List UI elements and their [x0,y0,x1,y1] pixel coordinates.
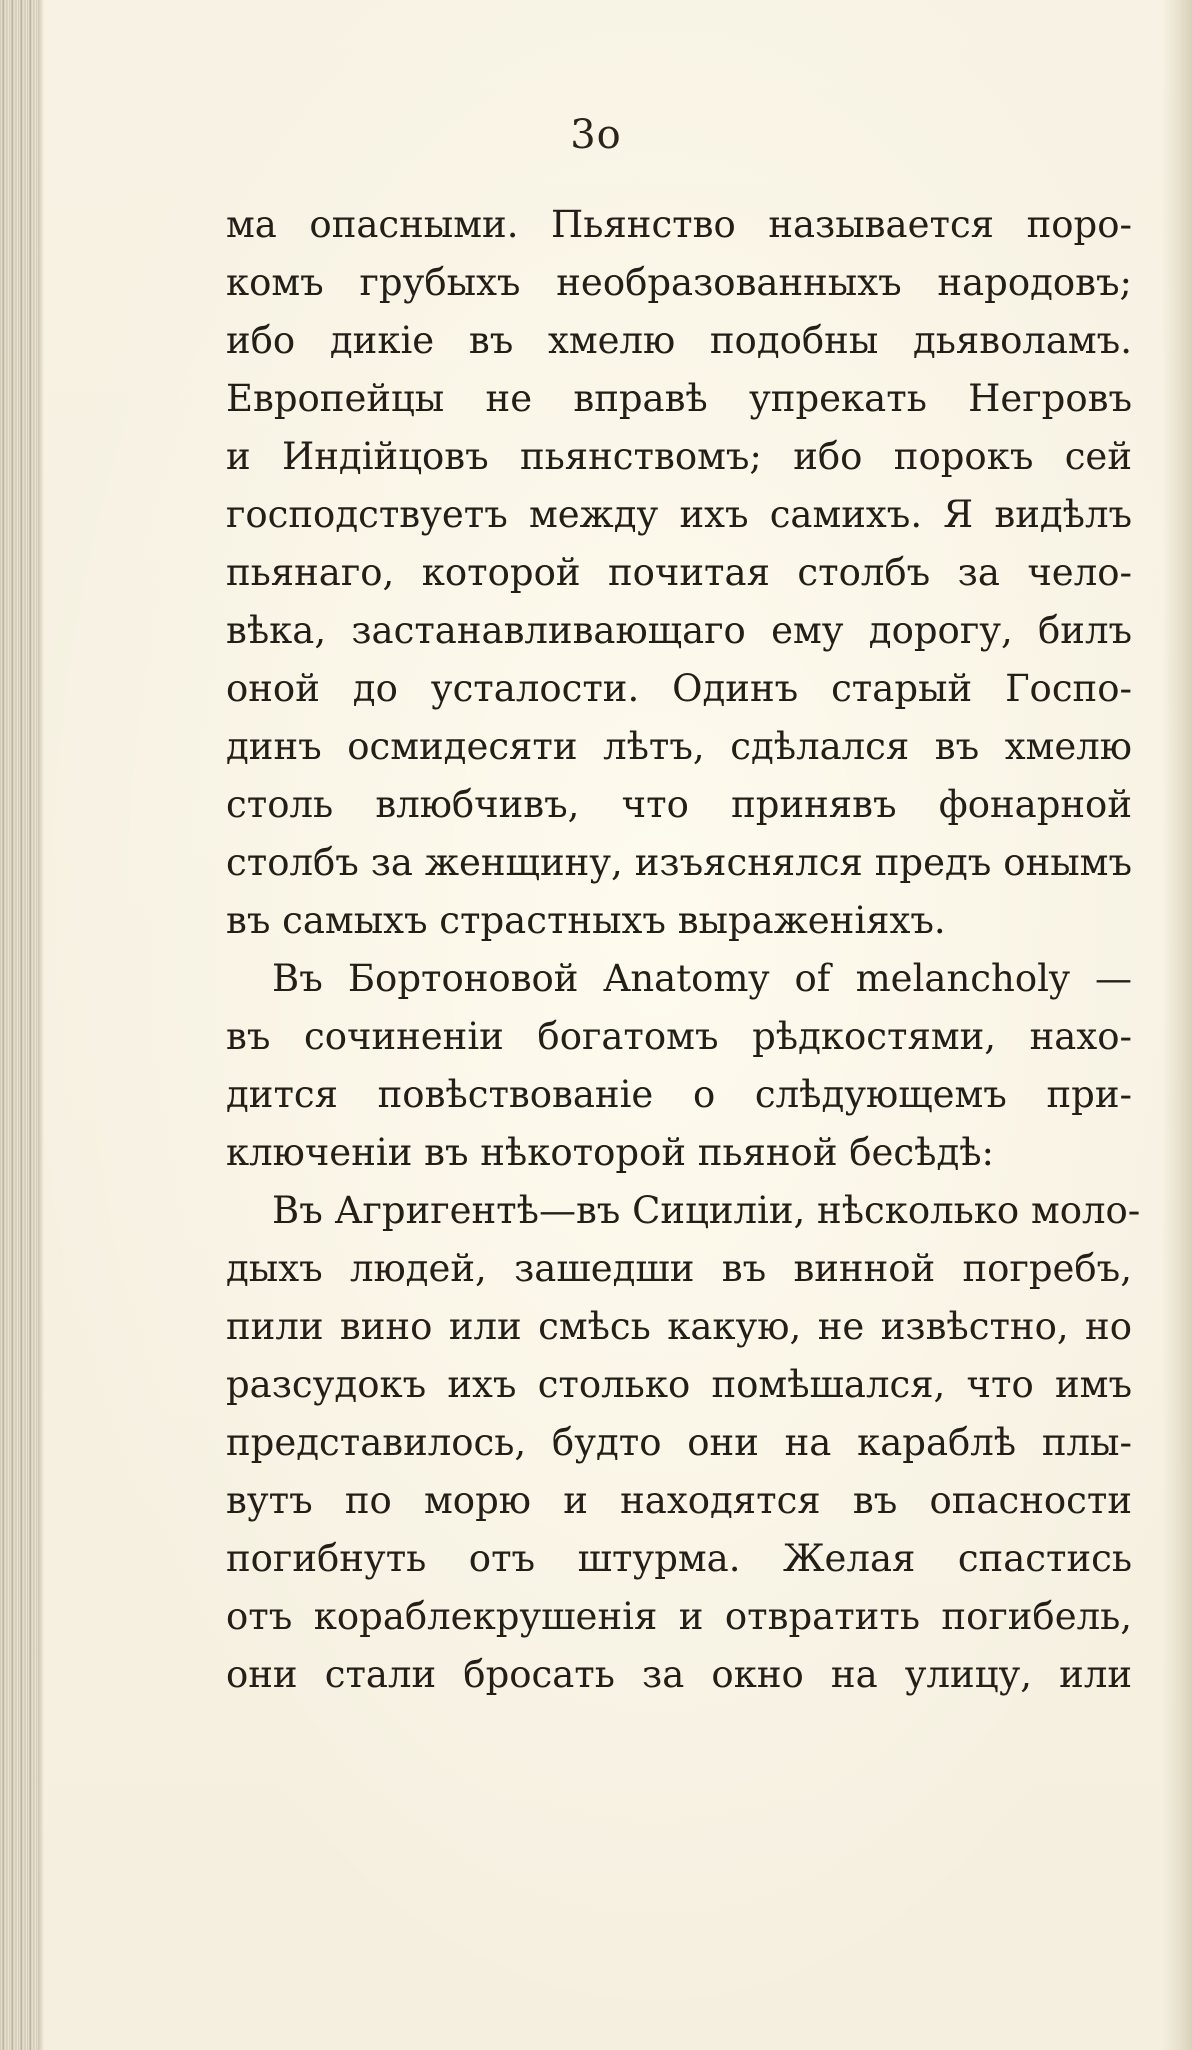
text-line: дится повѣствованіе о слѣдующемъ при- [226,1073,1132,1116]
text-line: пили вино или смѣсь какую, не извѣстно, но [226,1305,1132,1348]
book-spine-edge [0,0,38,2050]
text-line: Европейцы не вправѣ упрекать Негровъ [226,377,1132,420]
text-line: столь влюбчивъ, что принявъ фонарной [226,783,1132,826]
text-line: они стали бросать за окно на улицу, или [226,1653,1132,1696]
page-number: 3o [570,112,622,158]
text-line: пьянаго, которой почитая столбъ за чело- [226,551,1132,594]
text-line: оной до усталости. Одинъ старый Госпо- [226,667,1132,710]
text-line: господствуетъ между ихъ самихъ. Я видѣлъ [226,493,1132,536]
text-line: вѣка, застанавливающаго ему дорогу, билъ [226,609,1132,652]
text-line: разсудокъ ихъ столько помѣшался, что имъ [226,1363,1132,1406]
text-line: динъ осмидесяти лѣтъ, сдѣлался въ хмелю [226,725,1132,768]
text-line: погибнуть отъ штурма. Желая спастись [226,1537,1132,1580]
text-line: вутъ по морю и находятся въ опасности [226,1479,1132,1522]
text-line: отъ кораблекрушенія и отвратить погибель, [226,1595,1132,1638]
text-line: комъ грубыхъ необразованныхъ народовъ; [226,261,1132,304]
text-line: Въ Агригентѣ—въ Сициліи, нѣсколько моло- [272,1189,1141,1232]
text-line: и Индійцовъ пьянствомъ; ибо порокъ сей [226,435,1132,478]
paragraph-2 [226,950,1132,1182]
text-line: Въ Бортоновой Anatomy of melancholy — [272,957,1132,1000]
text-line: столбъ за женщину, изъяснялся предъ онымъ [226,841,1132,884]
text-line: въ самыхъ страстныхъ выраженіяхъ. [226,899,946,942]
text-line: дыхъ людей, зашедши въ винной погребъ, [226,1247,1132,1290]
body-text [226,196,1141,1704]
text-line: ключеніи въ нѣкоторой пьяной бесѣдѣ: [226,1131,995,1174]
text-line: ибо дикіе въ хмелю подобны дьяволамъ. [226,319,1132,362]
page-right-edge [1162,0,1192,2050]
text-line: ма опасными. Пьянство называется поро- [226,203,1132,246]
text-line: представилось, будто они на караблѣ плы- [226,1421,1132,1464]
paragraph-3 [226,1182,1141,1704]
text-line: въ сочиненіи богатомъ рѣдкостями, нахо- [226,1015,1132,1058]
paragraph-1 [226,196,1132,950]
